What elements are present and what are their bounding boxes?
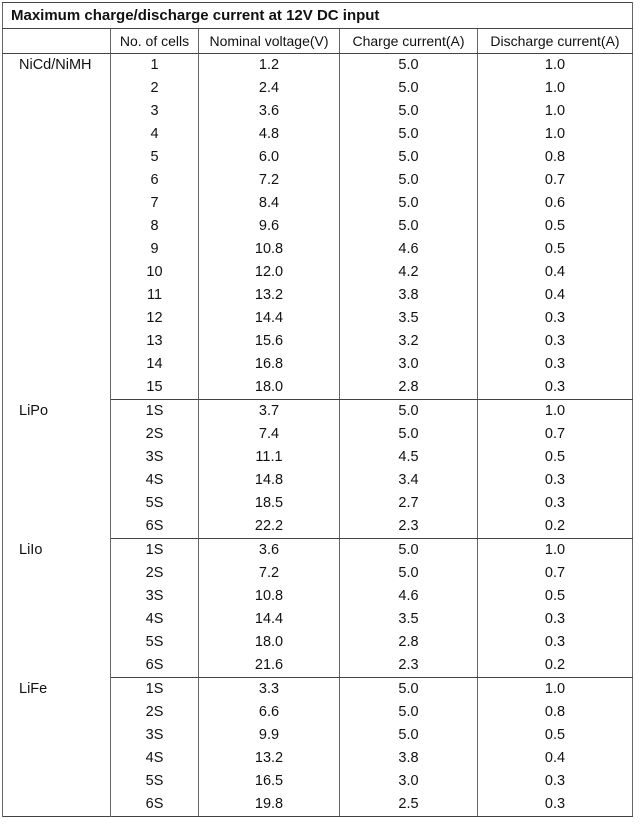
- charge-current-cell: 2.3: [340, 654, 478, 678]
- nominal-voltage-cell: 13.2: [199, 747, 340, 770]
- charge-current-cell: 2.8: [340, 376, 478, 400]
- charge-current-cell: 4.2: [340, 261, 478, 284]
- nominal-voltage-cell: 16.8: [199, 353, 340, 376]
- cell-count-cell: 2: [111, 77, 199, 100]
- charge-current-cell: 5.0: [340, 100, 478, 123]
- current-table-document: [2, 2, 632, 817]
- cell-count-cell: 2S: [111, 562, 199, 585]
- discharge-current-cell: 0.3: [478, 376, 633, 400]
- discharge-current-cell: 0.3: [478, 492, 633, 515]
- discharge-current-cell: 0.7: [478, 169, 633, 192]
- charge-current-cell: 5.0: [340, 146, 478, 169]
- charge-current-cell: 5.0: [340, 400, 478, 424]
- header-nominal-voltage: Nominal voltage(V): [199, 29, 340, 54]
- cell-count-cell: 10: [111, 261, 199, 284]
- charge-current-cell: 5.0: [340, 539, 478, 563]
- nominal-voltage-cell: 7.2: [199, 169, 340, 192]
- discharge-current-cell: 1.0: [478, 77, 633, 100]
- cell-count-cell: 2S: [111, 701, 199, 724]
- nominal-voltage-cell: 22.2: [199, 515, 340, 539]
- discharge-current-cell: 0.3: [478, 330, 633, 353]
- header-discharge-current: Discharge current(A): [478, 29, 633, 54]
- discharge-current-cell: 0.4: [478, 261, 633, 284]
- charge-current-cell: 4.5: [340, 446, 478, 469]
- nominal-voltage-cell: 3.6: [199, 539, 340, 563]
- cell-count-cell: 1: [111, 54, 199, 78]
- discharge-current-cell: 0.7: [478, 562, 633, 585]
- table-row: [3, 400, 633, 424]
- charge-current-cell: 5.0: [340, 423, 478, 446]
- nominal-voltage-cell: 18.0: [199, 376, 340, 400]
- nominal-voltage-cell: 7.2: [199, 562, 340, 585]
- header-cells: No. of cells: [111, 29, 199, 54]
- header-charge-current: Charge current(A): [340, 29, 478, 54]
- charge-current-cell: 5.0: [340, 169, 478, 192]
- cell-count-cell: 5: [111, 146, 199, 169]
- nominal-voltage-cell: 14.4: [199, 608, 340, 631]
- discharge-current-cell: 1.0: [478, 123, 633, 146]
- charge-current-cell: 5.0: [340, 77, 478, 100]
- cell-count-cell: 14: [111, 353, 199, 376]
- nominal-voltage-cell: 19.8: [199, 793, 340, 817]
- charge-current-cell: 5.0: [340, 562, 478, 585]
- cell-count-cell: 3: [111, 100, 199, 123]
- nominal-voltage-cell: 1.2: [199, 54, 340, 78]
- charge-current-cell: 3.8: [340, 284, 478, 307]
- charge-current-cell: 5.0: [340, 215, 478, 238]
- discharge-current-cell: 0.3: [478, 608, 633, 631]
- nominal-voltage-cell: 12.0: [199, 261, 340, 284]
- header-battery-type: [3, 29, 111, 54]
- nominal-voltage-cell: 9.9: [199, 724, 340, 747]
- discharge-current-cell: 1.0: [478, 54, 633, 78]
- discharge-current-cell: 1.0: [478, 100, 633, 123]
- charge-current-cell: 3.0: [340, 770, 478, 793]
- table-title-row: [3, 3, 633, 29]
- cell-count-cell: 9: [111, 238, 199, 261]
- charge-current-cell: 2.7: [340, 492, 478, 515]
- nominal-voltage-cell: 21.6: [199, 654, 340, 678]
- nominal-voltage-cell: 3.7: [199, 400, 340, 424]
- charge-current-cell: 2.3: [340, 515, 478, 539]
- cell-count-cell: 6: [111, 169, 199, 192]
- charge-current-cell: 2.5: [340, 793, 478, 817]
- discharge-current-cell: 1.0: [478, 678, 633, 702]
- discharge-current-cell: 0.5: [478, 215, 633, 238]
- cell-count-cell: 6S: [111, 793, 199, 817]
- nominal-voltage-cell: 3.6: [199, 100, 340, 123]
- cell-count-cell: 11: [111, 284, 199, 307]
- charge-current-cell: 5.0: [340, 54, 478, 78]
- discharge-current-cell: 0.3: [478, 793, 633, 817]
- nominal-voltage-cell: 11.1: [199, 446, 340, 469]
- cell-count-cell: 12: [111, 307, 199, 330]
- discharge-current-cell: 0.4: [478, 747, 633, 770]
- cell-count-cell: 3S: [111, 724, 199, 747]
- charge-current-cell: 5.0: [340, 123, 478, 146]
- discharge-current-cell: 0.4: [478, 284, 633, 307]
- nominal-voltage-cell: 15.6: [199, 330, 340, 353]
- charge-current-cell: 5.0: [340, 192, 478, 215]
- header-row: [3, 29, 633, 54]
- discharge-current-cell: 1.0: [478, 539, 633, 563]
- nominal-voltage-cell: 9.6: [199, 215, 340, 238]
- discharge-current-cell: 0.2: [478, 654, 633, 678]
- discharge-current-cell: 0.5: [478, 724, 633, 747]
- nominal-voltage-cell: 2.4: [199, 77, 340, 100]
- discharge-current-cell: 0.3: [478, 631, 633, 654]
- nominal-voltage-cell: 13.2: [199, 284, 340, 307]
- cell-count-cell: 5S: [111, 631, 199, 654]
- charge-current-cell: 3.8: [340, 747, 478, 770]
- nominal-voltage-cell: 8.4: [199, 192, 340, 215]
- cell-count-cell: 3S: [111, 446, 199, 469]
- charge-current-cell: 3.4: [340, 469, 478, 492]
- charge-current-cell: 3.0: [340, 353, 478, 376]
- table-title: Maximum charge/discharge current at 12V DC input: [3, 3, 633, 29]
- charge-current-cell: 2.8: [340, 631, 478, 654]
- discharge-current-cell: 0.8: [478, 701, 633, 724]
- cell-count-cell: 3S: [111, 585, 199, 608]
- nominal-voltage-cell: 10.8: [199, 585, 340, 608]
- battery-type-cell: LiPo: [3, 400, 111, 539]
- charge-current-cell: 3.2: [340, 330, 478, 353]
- table-row: [3, 54, 633, 78]
- discharge-current-cell: 0.3: [478, 770, 633, 793]
- charge-current-cell: 3.5: [340, 307, 478, 330]
- table-row: [3, 678, 633, 702]
- cell-count-cell: 5S: [111, 492, 199, 515]
- discharge-current-cell: 0.2: [478, 515, 633, 539]
- table-row: [3, 539, 633, 563]
- nominal-voltage-cell: 16.5: [199, 770, 340, 793]
- cell-count-cell: 13: [111, 330, 199, 353]
- discharge-current-cell: 0.7: [478, 423, 633, 446]
- cell-count-cell: 1S: [111, 539, 199, 563]
- charge-current-cell: 5.0: [340, 701, 478, 724]
- discharge-current-cell: 0.3: [478, 469, 633, 492]
- battery-type-cell: NiCd/NiMH: [3, 54, 111, 400]
- charge-current-cell: 3.5: [340, 608, 478, 631]
- battery-type-cell: LiIo: [3, 539, 111, 678]
- current-table: [2, 2, 633, 817]
- charge-current-cell: 5.0: [340, 678, 478, 702]
- discharge-current-cell: 0.3: [478, 353, 633, 376]
- cell-count-cell: 4: [111, 123, 199, 146]
- cell-count-cell: 6S: [111, 515, 199, 539]
- nominal-voltage-cell: 6.6: [199, 701, 340, 724]
- nominal-voltage-cell: 14.4: [199, 307, 340, 330]
- cell-count-cell: 6S: [111, 654, 199, 678]
- charge-current-cell: 4.6: [340, 585, 478, 608]
- charge-current-cell: 5.0: [340, 724, 478, 747]
- cell-count-cell: 5S: [111, 770, 199, 793]
- cell-count-cell: 8: [111, 215, 199, 238]
- discharge-current-cell: 0.5: [478, 446, 633, 469]
- cell-count-cell: 15: [111, 376, 199, 400]
- cell-count-cell: 4S: [111, 747, 199, 770]
- nominal-voltage-cell: 18.5: [199, 492, 340, 515]
- nominal-voltage-cell: 6.0: [199, 146, 340, 169]
- discharge-current-cell: 0.8: [478, 146, 633, 169]
- discharge-current-cell: 0.3: [478, 307, 633, 330]
- discharge-current-cell: 0.6: [478, 192, 633, 215]
- cell-count-cell: 2S: [111, 423, 199, 446]
- nominal-voltage-cell: 10.8: [199, 238, 340, 261]
- cell-count-cell: 1S: [111, 678, 199, 702]
- nominal-voltage-cell: 7.4: [199, 423, 340, 446]
- nominal-voltage-cell: 14.8: [199, 469, 340, 492]
- discharge-current-cell: 0.5: [478, 238, 633, 261]
- cell-count-cell: 4S: [111, 469, 199, 492]
- charge-current-cell: 4.6: [340, 238, 478, 261]
- cell-count-cell: 7: [111, 192, 199, 215]
- battery-type-cell: LiFe: [3, 678, 111, 817]
- nominal-voltage-cell: 3.3: [199, 678, 340, 702]
- nominal-voltage-cell: 18.0: [199, 631, 340, 654]
- cell-count-cell: 1S: [111, 400, 199, 424]
- discharge-current-cell: 1.0: [478, 400, 633, 424]
- cell-count-cell: 4S: [111, 608, 199, 631]
- discharge-current-cell: 0.5: [478, 585, 633, 608]
- nominal-voltage-cell: 4.8: [199, 123, 340, 146]
